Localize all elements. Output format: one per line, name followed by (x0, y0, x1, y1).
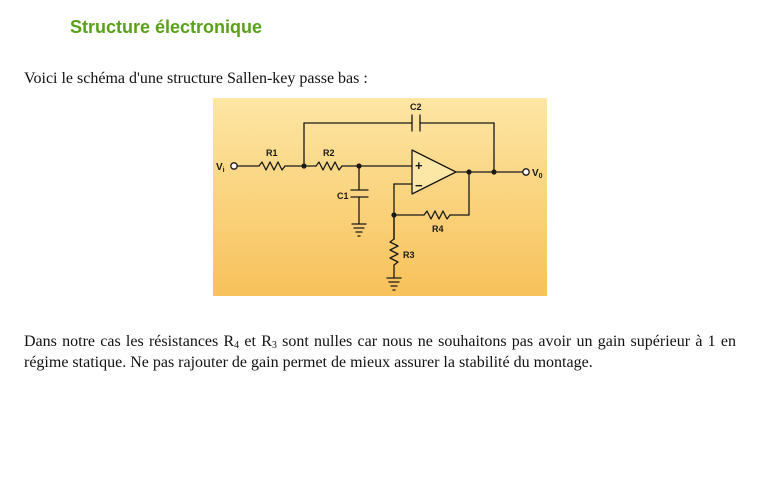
label-vi: $V_i$ (216, 162, 225, 174)
junction-r4-output (466, 169, 471, 174)
output-terminal (523, 169, 529, 175)
section-title: Structure électronique (70, 17, 263, 37)
junction-r1r2 (301, 163, 306, 168)
junction-c1 (356, 163, 361, 168)
subscript-3: 3 (271, 340, 277, 351)
body-paragraph (24, 331, 736, 373)
label-r4: R4 (432, 224, 444, 234)
label-plus: + (415, 158, 423, 173)
label-c2: C2 (410, 102, 422, 112)
schematic-background (213, 98, 547, 296)
sallen-key-schematic (213, 98, 547, 296)
label-r2: R2 (323, 148, 335, 158)
junction-c2-output (491, 169, 496, 174)
label-r1: R1 (266, 148, 278, 158)
paragraph-text-2: et R (239, 333, 272, 350)
intro-text: Voici le schéma d'une structure Sallen-key passe bas : (24, 70, 368, 87)
label-minus: − (415, 178, 423, 193)
input-terminal (231, 163, 237, 169)
label-vo: $V_0$ (532, 168, 543, 180)
label-r3: R3 (403, 250, 415, 260)
paragraph-text-1: Dans notre cas les résistances R (24, 333, 235, 350)
junction-r3r4 (391, 212, 396, 217)
label-c1: C1 (337, 191, 349, 201)
subscript-4: 4 (234, 340, 240, 351)
paragraph-text-3: sont nulles car nous ne souhaitons pas avoir un gain supérieur à 1 en régime statique. Ne pas rajouter de gain permet de mieux assurer la stabilité du montage. (24, 333, 737, 371)
